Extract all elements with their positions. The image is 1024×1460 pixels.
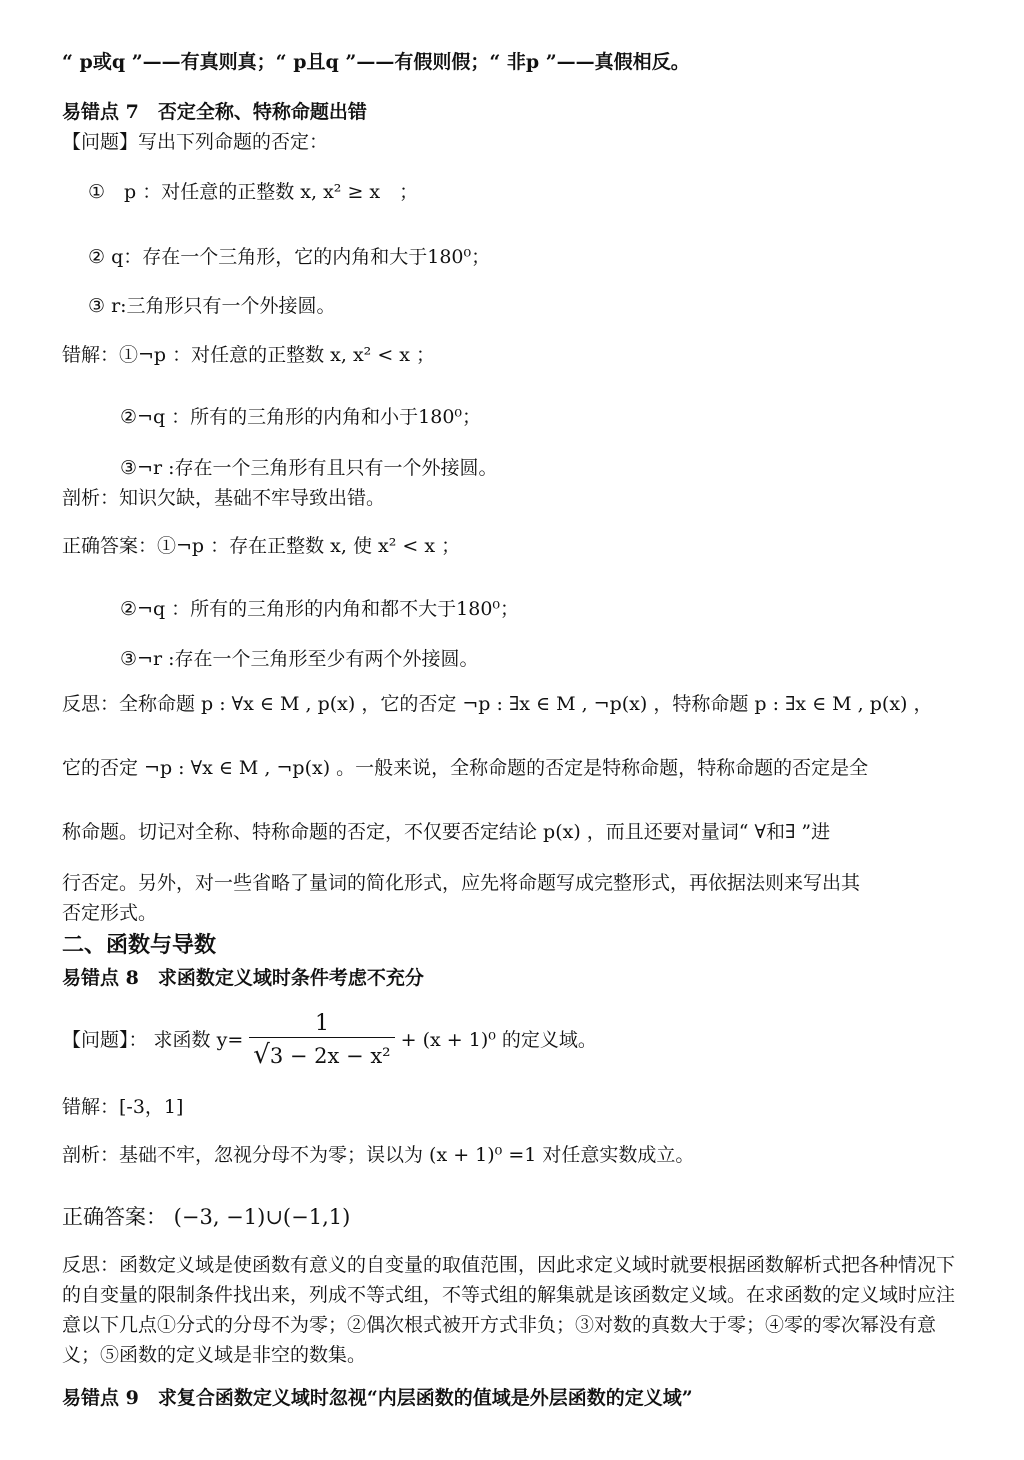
reflection-7-line-3: 称命题。切记对全称、特称命题的否定，不仅要否定结论 p(x) ，而且还要对量词“ ∀和∃ ”进: [62, 821, 831, 843]
reflection-7-line-4: 行否定。另外，对一些省略了量词的简化形式，应先将命题写成完整形式，再依据法则来写出其: [62, 872, 861, 894]
problem-8-fraction: [249, 1011, 394, 1071]
wrong-solution-7-item-3: ③¬r :存在一个三角形有且只有一个外接圆。: [120, 457, 498, 479]
correct-answer-7-item-1: 正确答案：①¬p ：存在正整数 x, 使 x² < x ；: [62, 535, 461, 557]
radicand: 3 − 2x − x²: [269, 1044, 391, 1068]
line-logic-connectives: “ p或q ”——有真则真；“ p且q ”——有假则假；“ 非p ”——真假相反。: [62, 51, 690, 73]
fraction-numerator: 1: [314, 1011, 329, 1036]
problem-7-item-3: ③ r:三角形只有一个外接圆。: [88, 295, 336, 317]
analysis-7: 剖析：知识欠缺，基础不牢导致出错。: [62, 487, 386, 509]
reflection-7-line-5: 否定形式。: [62, 902, 158, 924]
fraction-denominator: [249, 1037, 394, 1071]
problem-8-suffix: + (x + 1)⁰ 的定义域。: [400, 1029, 597, 1051]
correct-answer-7-item-2: ②¬q ：所有的三角形的内角和都不大于180⁰；: [120, 598, 520, 620]
problem-8-prefix: 【问题】： 求函数 y=: [62, 1029, 244, 1051]
problem-7-item-1: ① p ：对任意的正整数 x, x² ≥ x ；: [88, 181, 419, 203]
analysis-8: 剖析：基础不牢，忽视分母不为零；误以为 (x + 1)⁰ =1 对任意实数成立。: [62, 1144, 695, 1166]
correct-answer-7-item-3: ③¬r :存在一个三角形至少有两个外接圆。: [120, 648, 479, 670]
correct-answer-8: 正确答案： (−3, −1)∪(−1,1): [62, 1205, 351, 1229]
heading-error-point-9: 易错点 9 求复合函数定义域时忽视“内层函数的值域是外层函数的定义域”: [62, 1387, 693, 1409]
reflection-7-line-2: 它的否定 ¬p : ∀x ∈ M , ¬p(x) 。一般来说，全称命题的否定是特称命题，特称命题的否定是全: [62, 757, 869, 779]
wrong-solution-7-item-1: 错解：①¬p ：对任意的正整数 x, x² < x ；: [62, 344, 436, 366]
reflection-7-line-1: 反思：全称命题 p : ∀x ∈ M , p(x) ，它的否定 ¬p : ∃x ∈ M , ¬p(x) ，特称命题 p : ∃x ∈ M , p(x) ，: [62, 693, 933, 715]
wrong-solution-8: 错解：[-3，1]: [62, 1096, 184, 1118]
heading-error-point-8: 易错点 8 求函数定义域时条件考虑不充分: [62, 967, 424, 989]
heading-error-point-7: 易错点 7 否定全称、特称命题出错: [62, 101, 367, 123]
problem-7-item-2: ② q：存在一个三角形，它的内角和大于180⁰；: [88, 246, 491, 268]
section-heading-functions-derivatives: 二、函数与导数: [62, 932, 217, 958]
wrong-solution-7-item-2: ②¬q ：所有的三角形的内角和小于180⁰；: [120, 406, 482, 428]
reflection-8-paragraph: 反思：函数定义域是使函数有意义的自变量的取值范围，因此求定义域时就要根据函数解析式把各种情况下的自变量的限制条件找出来，列成不等式组，不等式组的解集就是该函数定义域。在求函数的定义域时应注意以下几点①分式的分母不为零；②偶次根式被开方式非负；③对数的真数大于零；④零的零次幂没有意义；⑤函数的定义域是非空的数集。: [62, 1254, 956, 1366]
problem-7-intro: 【问题】写出下列命题的否定：: [62, 131, 329, 153]
sqrt-sign: √: [253, 1040, 270, 1070]
problem-8-line: [62, 1008, 597, 1072]
